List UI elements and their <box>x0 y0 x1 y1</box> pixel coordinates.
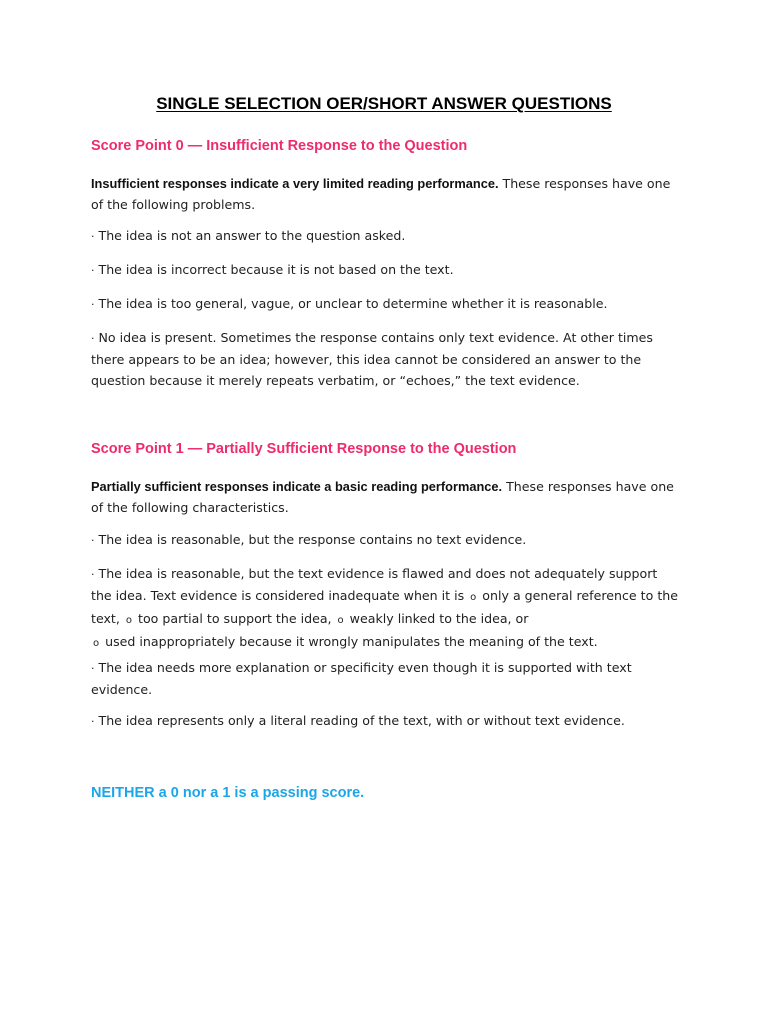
score-point-0-item-4 <box>91 327 681 391</box>
page-title: SINGLE SELECTION OER/SHORT ANSWER QUESTIONS <box>156 94 612 113</box>
score-point-0-item-3 <box>91 293 681 315</box>
circle-bullet: o <box>470 592 477 603</box>
bullet-mark: · <box>91 230 95 243</box>
score-point-1-item-2 <box>91 563 681 654</box>
passing-score-note: NEITHER a 0 nor a 1 is a passing score. <box>91 785 365 801</box>
score-point-1-item-3 <box>91 657 681 700</box>
circle-bullet: o <box>125 615 132 626</box>
bullet-mark: · <box>91 332 95 345</box>
score-point-0-item-2 <box>91 259 681 281</box>
score-point-0-item-4-text: No idea is present. Sometimes the response contains only text evidence. At other times there appears to be an idea; however, this idea cannot be considered an answer to the question because it merely repeats verbatim, or “echoes,” the text evidence. <box>91 330 653 388</box>
score-point-1-item-4-text: The idea represents only a literal reading of the text, with or without text evidence. <box>94 713 625 728</box>
score-point-1-item-1-text: The idea is reasonable, but the response contains no text evidence. <box>94 532 527 547</box>
score-point-0-intro <box>91 173 681 215</box>
score-point-1-item-2-part-4: used inappropriately because it wrongly manipulates the meaning of the text. <box>101 634 598 649</box>
bullet-mark: · <box>91 264 95 277</box>
circle-bullet: o <box>93 638 100 649</box>
score-point-0-intro-bold: Insufficient responses indicate a very limited reading performance. <box>91 176 499 191</box>
bullet-mark: · <box>91 298 95 311</box>
score-point-1-heading: Score Point 1 — Partially Sufficient Response to the Question <box>91 441 517 457</box>
bullet-mark: · <box>91 715 95 728</box>
score-point-1-item-2-part-1: only a general reference to the text, <box>91 588 678 626</box>
bullet-mark: · <box>91 662 95 675</box>
score-point-1-item-2-part-2: too partial to support the idea, <box>134 611 336 626</box>
circle-bullet: o <box>337 615 344 626</box>
score-point-0-intro-rest: These responses have one of the following problems. <box>91 176 671 212</box>
score-point-1-intro-rest: These responses have one of the following characteristics. <box>91 479 674 515</box>
score-point-0-item-1-text: The idea is not an answer to the question asked. <box>94 228 406 243</box>
score-point-1-item-2-lead: The idea is reasonable, but the text evidence is flawed and does not adequately support the idea. Text evidence is considered inadequate when it is <box>91 566 658 603</box>
score-point-0-heading: Score Point 0 — Insufficient Response to the Question <box>91 138 468 154</box>
score-point-1-intro <box>91 476 681 518</box>
score-point-1-item-1 <box>91 529 681 551</box>
score-point-1-item-3-text: The idea needs more explanation or specificity even though it is supported with text evidence. <box>91 660 632 697</box>
score-point-1-intro-bold: Partially sufficient responses indicate a basic reading performance. <box>91 479 503 494</box>
score-point-0-item-3-text: The idea is too general, vague, or unclear to determine whether it is reasonable. <box>94 296 608 311</box>
bullet-mark: · <box>91 568 95 581</box>
score-point-1-item-2-part-3: weakly linked to the idea, or <box>345 611 529 626</box>
score-point-1-item-4 <box>91 710 681 732</box>
score-point-0-item-2-text: The idea is incorrect because it is not based on the text. <box>94 262 454 277</box>
bullet-mark: · <box>91 534 95 547</box>
score-point-0-item-1 <box>91 225 681 247</box>
